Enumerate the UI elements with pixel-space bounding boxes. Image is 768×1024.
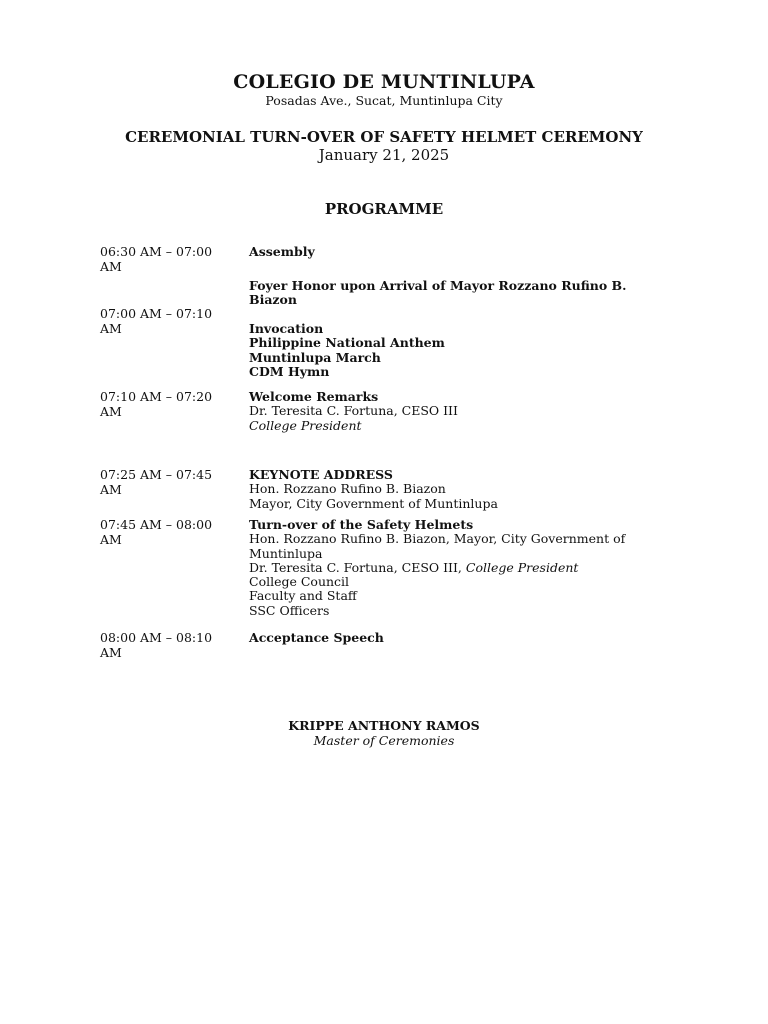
program-detail-assembly: [249, 245, 659, 259]
program-time-turnover: 07:45 AM – 08:00 AM: [100, 517, 213, 547]
program-title: Assembly: [249, 244, 315, 259]
program-detail-welcome: [249, 390, 659, 433]
emcee-name: KRIPPE ANTHONY RAMOS: [288, 718, 480, 733]
school-address: Posadas Ave., Sucat, Muntinlupa City: [265, 93, 503, 108]
program-item: Philippine National Anthem: [249, 335, 445, 351]
program-time-acceptance: 08:00 AM – 08:10 AM: [100, 630, 213, 660]
program-detail-turnover: [249, 518, 659, 618]
event-title: CEREMONIAL TURN-OVER OF SAFETY HELMET CEREMONY: [125, 128, 643, 146]
program-title: KEYNOTE ADDRESS: [249, 467, 393, 482]
program-time-welcome: 07:10 AM – 07:20 AM: [100, 389, 213, 419]
program-participant: SSC Officers: [249, 602, 330, 618]
program-detail-keynote: [249, 468, 659, 511]
program-item: Muntinlupa March: [249, 349, 381, 365]
program-detail-foyer-honor: [249, 279, 659, 308]
programme-heading: PROGRAMME: [324, 200, 444, 218]
program-speaker-role: College President: [249, 417, 362, 433]
participant-name: Dr. Teresita C. Fortuna, CESO III,: [249, 559, 466, 575]
participant-role: College President: [465, 559, 579, 575]
program-title: Turn-over of the Safety Helmets: [249, 517, 474, 532]
emcee-role: Master of Ceremonies: [313, 733, 455, 748]
program-item: Invocation: [249, 321, 324, 336]
program-time-keynote: 07:25 AM – 07:45 AM: [100, 467, 213, 497]
program-detail-opening: [249, 322, 659, 379]
program-speaker-role: Mayor, City Government of Muntinlupa: [249, 495, 498, 511]
program-detail-acceptance: [249, 631, 659, 645]
program-item: CDM Hymn: [249, 363, 330, 379]
program-speaker: Dr. Teresita C. Fortuna, CESO III: [249, 403, 458, 419]
program-title: Welcome Remarks: [249, 389, 379, 404]
program-time-assembly: 06:30 AM – 07:00 AM: [100, 244, 213, 274]
program-time-opening: 07:00 AM – 07:10 AM: [100, 306, 213, 336]
program-title: Acceptance Speech: [249, 630, 384, 645]
program-participant: Hon. Rozzano Rufino B. Biazon, Mayor, City Government of Muntinlupa: [249, 531, 626, 561]
event-date: January 21, 2025: [318, 146, 450, 164]
program-participant: Faculty and Staff: [249, 588, 357, 604]
program-participant: College Council: [249, 574, 350, 590]
program-participant: [249, 561, 659, 575]
program-title: Foyer Honor upon Arrival of Mayor Rozzano Rufino B. Biazon: [249, 278, 627, 308]
program-speaker: Hon. Rozzano Rufino B. Biazon: [249, 481, 446, 497]
school-name: COLEGIO DE MUNTINLUPA: [233, 71, 535, 93]
